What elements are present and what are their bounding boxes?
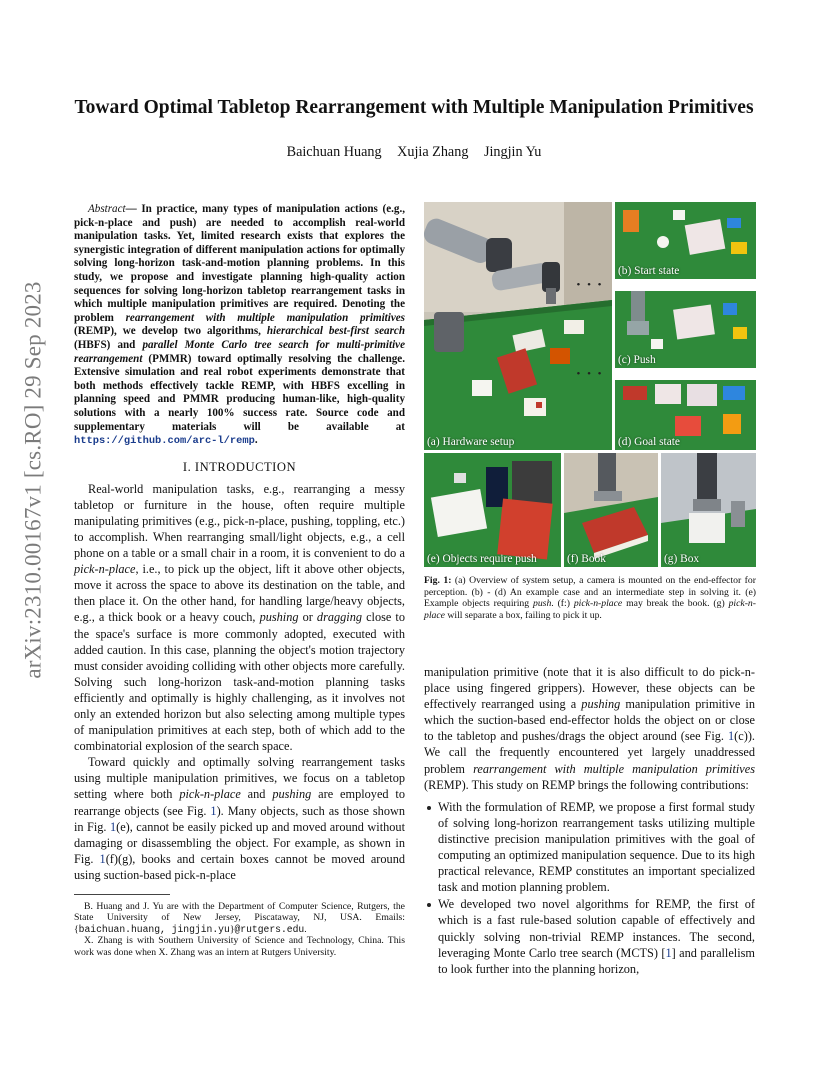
panel-label: (e) Objects require push bbox=[427, 553, 537, 565]
sequence-dots: • • • bbox=[576, 279, 604, 291]
author-name: Xujia Zhang bbox=[397, 144, 469, 160]
hardware-photo bbox=[424, 202, 612, 450]
arxiv-sidebar bbox=[20, 281, 48, 679]
intro-paragraph-2: Toward quickly and optimally solving rearrangement tasks using multiple manipulation primitives, we focus on a tabletop setting where both pick-n-place and pushing are employed to rearrange objects (see Fig. 1). Many objects, such as those shown in Fig. 1(e), cannot be easily picked up and moved around without damaging or disassembling the object. For example, as shown in Fig. 1(f)(g), books and certain boxes cannot be moved around using suction-based pick-n-place bbox=[74, 755, 405, 882]
right-column bbox=[424, 664, 755, 978]
figure-caption: Fig. 1: (a) Overview of system setup, a camera is mounted on the end-effector for perception. (b) - (d) An example case and an intermediate step in solving it. (e) Example objects requiring push. (f:) pick-n-place may break the book. (g) pick-n-place will separate a box, failing to pick it up. bbox=[424, 575, 756, 621]
panel-box bbox=[661, 453, 756, 567]
figure-reference[interactable]: 1 bbox=[99, 851, 106, 866]
abstract: Abstract— In practice, many types of manipulation actions (e.g., pick-n-place and push) are needed to accomplish real-world manipulation tasks. Yet, limited research exists that explores the synergistic integration of different manipulation actions for optimally solving long-horizon task-and-motion planning problems. In this study, we propose and investigate planning high-quality action sequences for solving long-horizon tabletop rearrangement tasks in which multiple manipulation primitives are required. Denoting the problem rearrangement with multiple manipulation primitives (REMP), we develop two algorithms, hierarchical best-first search (HBFS) and parallel Monte Carlo tree search for multi-primitive rearrangement (PMMR) toward optimally resolving the challenge. Extensive simulation and real robot experiments demonstrate that both methods effectively tackle REMP, with HBFS excelling in planning speed and PMMR producing human-like, high-quality solutions with a nearly 100% success rate. Source code and supplementary materials will be available at https://github.com/arc-l/remp. bbox=[74, 203, 406, 448]
panel-start-state bbox=[615, 202, 756, 279]
panel-book bbox=[564, 453, 658, 567]
left-column bbox=[74, 203, 405, 958]
list-item: With the formulation of REMP, we propose a first formal study of solving long-horizon rearrangement tasks utilizing multiple distinctive precision manipulation primitives with the goal of computing an optimized manipulation sequence. Due to its high practical relevance, REMP constitutes an important specialized task and motion planning problem. bbox=[424, 799, 755, 896]
panel-push bbox=[615, 291, 756, 368]
right-paragraph: manipulation primitive (note that it is also difficult to do pick-n-place using fingered grippers). However, these objects can be effectively rearranged using a pushing manipulation primitive in which the suction-based end-effector holds the object on or close to the tabletop and pushes/drags the object around (see Fig. 1(c)). We call the frequently encountered yet largely unaddressed problem rearrangement with multiple manipulation primitives (REMP). This study on REMP brings the following contributions: bbox=[424, 665, 755, 792]
list-item: We developed two novel algorithms for REMP, the first of which is a fast rule-based solution capable of effectively and quickly solving non-trivial REMP instances. The second, leveraging Monte Carlo tree search (MCTS) [1] and parallelism to look further into the planning horizon, bbox=[424, 896, 755, 976]
author-affiliation-footnote: B. Huang and J. Yu are with the Department of Computer Science, Rutgers, the State University of New Jersey, Piscataway, NJ, USA. Emails: {baichuan.huang, jingjin.yu}@rutgers.edu. bbox=[74, 901, 405, 935]
panel-label: (a) Hardware setup bbox=[427, 436, 515, 448]
panel-objects-require-push bbox=[424, 453, 561, 567]
author-list bbox=[40, 144, 788, 161]
paper-title: Toward Optimal Tabletop Rearrangement with Multiple Manipulation Primitives bbox=[74, 97, 754, 118]
panel-label: (b) Start state bbox=[618, 265, 680, 277]
panel-label: (f) Book bbox=[567, 553, 606, 565]
panel-label: (g) Box bbox=[664, 553, 700, 565]
affiliation-footnote-2: X. Zhang is with Southern University of Science and Technology, China. This work was done when X. Zhang was an intern at Rutgers University. bbox=[74, 935, 405, 958]
github-link[interactable]: https://github.com/arc-l/remp bbox=[74, 435, 255, 448]
footnote-rule bbox=[74, 894, 170, 895]
figure-reference[interactable]: 1 bbox=[210, 803, 217, 818]
panel-hardware-setup bbox=[424, 202, 612, 450]
intro-paragraph-1: Real-world manipulation tasks, e.g., rearranging a messy tabletop or furniture in the house, often require multiple manipulating primitives (e.g., pick-n-place, pushing, toppling, etc.) to accomplish. When rearranging small/light objects, e.g., a cell phone on a table or a small chair in a room, it is convenient to do a pick-n-place, i.e., to pick up the object, lift it above other objects, move it across the space to above its destination on the table, and then place it. On the other hand, for handling large/heavy objects, e.g., a thick book or a heavy couch, pushing or dragging close to the space's surface is more commonly adopted, executed with added caution. In this case, planning the object's motion trajectory must consider avoiding colliding with other objects more carefully. Solving such long-horizon task-and-motion planning tasks efficiently and optimally is highly challenging, as it involves not only an extended horizon but also selecting among multiple types of manipulation primitives at each step, both of which add to the combinatorial explosion of the search space. bbox=[74, 481, 405, 754]
contributions-list bbox=[424, 799, 755, 977]
figure-reference[interactable]: 1 bbox=[728, 729, 735, 744]
author-name: Jingjin Yu bbox=[483, 144, 542, 160]
arxiv-identifier: arXiv:2310.00167v1 [cs.RO] 29 Sep 2023 bbox=[21, 281, 47, 679]
sequence-dots: • • • bbox=[576, 368, 604, 380]
panel-goal-state bbox=[615, 380, 756, 450]
figure-reference[interactable]: 1 bbox=[109, 819, 117, 834]
author-name: Baichuan Huang bbox=[286, 144, 382, 160]
panel-label: (d) Goal state bbox=[618, 436, 680, 448]
panel-label: (c) Push bbox=[618, 354, 656, 366]
figure-1 bbox=[424, 202, 756, 567]
citation-reference[interactable]: 1 bbox=[665, 945, 672, 960]
section-heading: I. INTRODUCTION bbox=[182, 459, 297, 474]
